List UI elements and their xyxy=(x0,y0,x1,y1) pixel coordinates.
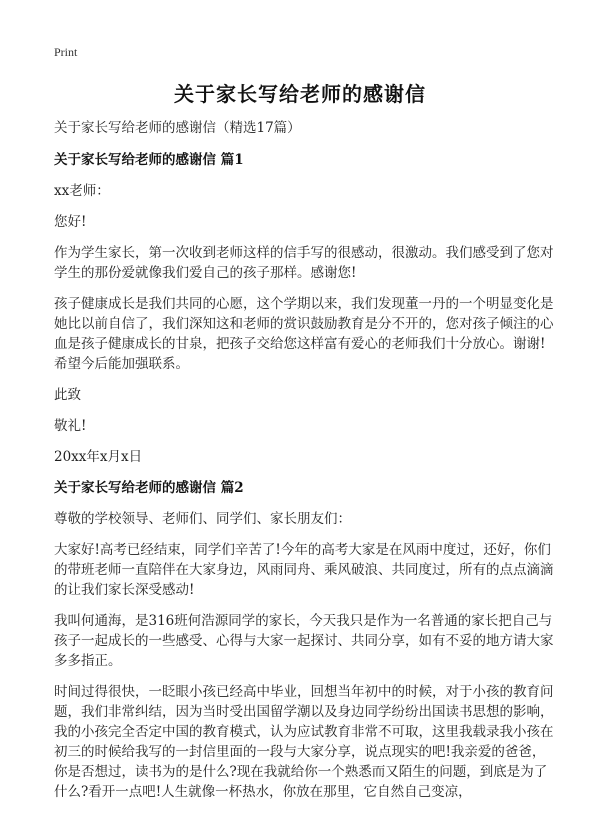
letter1-paragraph: 作为学生家长，第一次收到老师这样的信手写的很感动，很激动。我们感受到了您对学生的那份爱就像我们爱自己的孩子那样。感谢您! xyxy=(54,245,554,281)
document-subtitle: 关于家长写给老师的感谢信（精选17篇） xyxy=(54,120,301,136)
letter1-paragraph: 孩子健康成长是我们共同的心愿，这个学期以来，我们发现董一丹的一个明显变化是她比以前自信了，我们深知这和老师的赏识鼓励教育是分不开的，您对孩子倾注的心血是孩子健康成长的甘泉，把孩子交给您这样富有爱心的老师我们十分放心。谢谢!希望今后能加强联系。 xyxy=(54,296,554,372)
letter1-greeting: 您好! xyxy=(54,214,87,230)
print-label: Print xyxy=(54,45,78,59)
letter2-heading: 关于家长写给老师的感谢信 篇2 xyxy=(54,480,244,496)
letter1-closing: 敬礼! xyxy=(54,418,87,434)
page-title: 关于家长写给老师的感谢信 xyxy=(174,82,426,106)
letter1-date: 20xx年x月x日 xyxy=(54,449,143,465)
letter2-paragraph: 大家好!高考已经结束，同学们辛苦了!今年的高考大家是在风雨中度过，还好，你们的带班老师一直陪伴在大家身边，风雨同舟、乘风破浪、共同度过，所有的点点滴滴的让我们家长深受感动! xyxy=(54,542,554,598)
letter1-closing: 此致 xyxy=(54,387,81,403)
letter1-heading: 关于家长写给老师的感谢信 篇1 xyxy=(54,152,244,168)
letter2-paragraph: 时间过得很快，一眨眼小孩已经高中毕业，回想当年初中的时候，对于小孩的教育问题，我们非常纠结，因为当时受出国留学潮以及身边同学纷纷出国读书思想的影响，我的小孩完全否定中国的教育模式，认为应试教育非常不可取，这里我载录我小孩在初三的时候给我写的一封信里面的一段与大家分享，说点现实的吧!我亲爱的爸爸，你是否想过，读书为的是什么?现在我就给你一个熟悉而又陌生的问题，到底是为了什么?看开一点吧!人生就像一杯热水，你放在那里，它自然自己变凉， xyxy=(54,684,554,800)
document-body xyxy=(54,118,554,813)
letter2-paragraph: 我叫何通海，是316班何浩源同学的家长，今天我只是作为一名普通的家长把自己与孩子一起成长的一些感受、心得与大家一起探讨、共同分享，如有不妥的地方请大家多多指正。 xyxy=(54,613,554,669)
letter2-salutation: 尊敬的学校领导、老师们、同学们、家长朋友们： xyxy=(54,511,351,527)
letter1-salutation: xx老师： xyxy=(54,183,110,199)
